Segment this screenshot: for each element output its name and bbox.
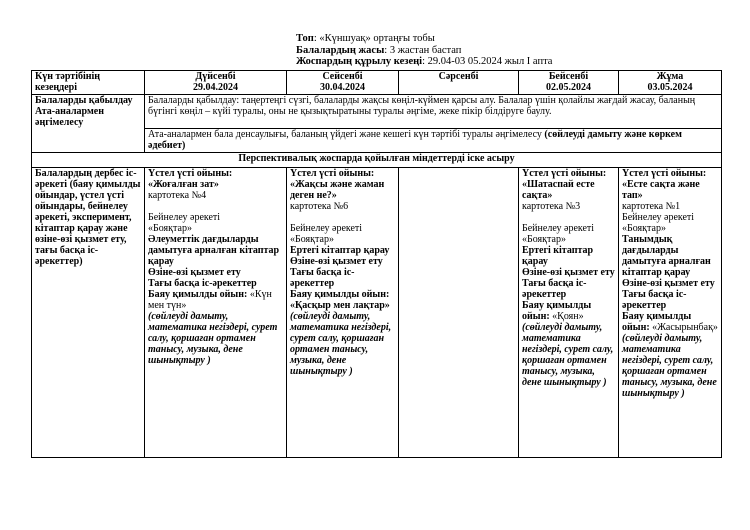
reception-text-cell: Балаларды қабылдау: таңертеңгі сүзгі, балаларды жақсы көңіл-күймен қарсы алу. Балалар үшін қолайлы жағдай жасау, баланың бүгінгі көңіл – күйі туралы, оны не қызықтыратыны туралы әңгіме, жеке пікір білдіруге баулу. <box>145 95 722 129</box>
activity-label-cell: Балалардың дербес іс-әрекеті (баяу қимылды ойындар, үстел үсті ойындары, бейнелеу әрекеті, эксперимент, кітаптар қарау және өзіне-өзі қызмет ету, тағы басқа іс-әрекеттер) <box>32 168 145 458</box>
group-line: Топ: «Күншуақ» ортаңғы тобы <box>296 33 435 44</box>
age-line: Балалардың жасы: 3 жастан бастап <box>296 44 462 56</box>
day-header-wednesday: Сәрсенбі <box>399 71 519 95</box>
activity-monday-cell: Үстел үсті ойыны: «Жоғалған зат» картотека №4 Бейнелеу әрекеті «Бояқтар» Әлеуметтік дағдыларды дамытуға арналған кітаптар қарау Өзіне-өзі қызмет ету Тағы басқа іс-әрекеттер Баяу қимылды ойын: «Күн мен түн» (сөйлеуді дамыту, математика негіздері, сурет салу, қоршаған ортамен танысу, музыка, дене шынықтыру ) <box>145 168 287 458</box>
day-header-thursday: Бейсенбі 02.05.2024 <box>519 71 619 95</box>
activity-thursday-cell: Үстел үсті ойыны: «Шатаспай есте сақта» картотека №3 Бейнелеу әрекеті «Бояқтар» Ертегі кітаптар қарау Өзіне-өзі қызмет ету Тағы басқа іс-әрекеттер Баяу қимылды ойын: «Қоян» (сөйлеуді дамыту, математика негіздері, сурет салу, қоршаған ортамен танысу, музыка, дене шынықтыру ) <box>519 168 619 458</box>
schedule-table <box>31 70 722 458</box>
reception-row-1 <box>32 95 722 129</box>
reception-label-cell: Балаларды қабылдау Ата-аналармен әңгімелесу <box>32 95 145 153</box>
activity-tuesday-cell: Үстел үсті ойыны: «Жақсы және жаман деген не?» картотека №6 Бейнелеу әрекеті «Бояқтар» Ертегі кітаптар қарау Өзіне-өзі қызмет ету Тағы басқа іс-әрекеттер Баяу қимылды ойын: «Қасқыр мен лақтар» (сөйлеуді дамыту, математика негіздері, сурет салу, қоршаған ортамен танысу, музыка, дене шынықтыру ) <box>287 168 399 458</box>
plan-header <box>296 33 552 68</box>
period-line: Жоспардың құрылу кезеңі: 29.04-03 05.2024 жыл I апта <box>296 56 553 67</box>
activity-friday-cell: Үстел үсті ойыны: «Есте сақта және тап» картотека №1 Бейнелеу әрекеті «Бояқтар» Танымдық дағдыларды дамытуға арналған кітаптар қарау Өзіне-өзі қызмет ету Тағы басқа іс-әрекеттер Баяу қимылды ойын: «Жасырынбақ» (сөйлеуді дамыту, математика негіздері, сурет салу, қоршаған ортамен танысу, музыка, дене шынықтыру ) <box>619 168 722 458</box>
parents-talk-cell: Ата-аналармен бала денсаулығы, баланың үйдегі және кешегі күн тәртібі туралы әңгімелесу (сөйлеуді дамыту және көркем әдебиет) <box>145 129 722 153</box>
activity-wednesday-cell <box>399 168 519 458</box>
day-header-tuesday: Сейсенбі 30.04.2024 <box>287 71 399 95</box>
table-header-row <box>32 71 722 95</box>
section-title-row <box>32 153 722 168</box>
day-header-friday: Жұма 03.05.2024 <box>619 71 722 95</box>
corner-header-cell: Күн тәртібінің кезеңдері <box>32 71 145 95</box>
activity-row <box>32 168 722 458</box>
section-title: Перспективалық жоспарда қойылған міндеттерді іске асыру <box>32 153 722 168</box>
day-header-monday: Дүйсенбі 29.04.2024 <box>145 71 287 95</box>
